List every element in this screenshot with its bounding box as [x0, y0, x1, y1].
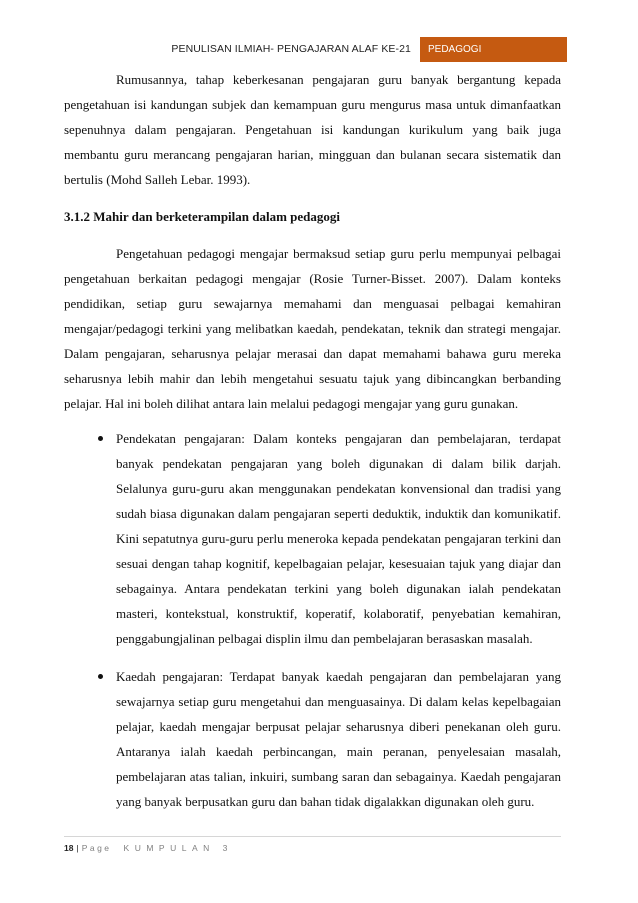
footer-divider [64, 836, 561, 837]
header-title: PENULISAN ILMIAH- PENGAJARAN ALAF KE-21 [171, 43, 411, 55]
intro-paragraph: Rumusannya, tahap keberkesanan pengajaran guru banyak bergantung kepada pengetahuan isi kandungan subjek dan kemampuan guru mengurus masa untuk dimanfaatkan sepenuhnya dalam pengajaran. Pengetahuan isi kandungan kurikulum yang baik juga membantu guru merancang pengajaran harian, mingguan dan bulanan secara sistematik dan bertulis (Mohd Salleh Lebar. 1993). [64, 72, 561, 187]
bullet-list [64, 426, 561, 814]
bullet-text: Kaedah pengajaran: Terdapat banyak kaedah pengajaran dan pembelajaran yang sewajarnya setiap guru mengetahui dan menguasainya. Di dalam kelas kepelbagaian pelajar, kaedah mengajar berpusat pelajar seharusnya diberi penekanan oleh guru. Antaranya ialah kaedah perbincangan, main peranan, penyelesaian masalah, pembelajaran atas talian, inkuiri, sumbang saran dan sebagainya. Kaedah pengajaran yang banyak berpusatkan guru dan bahan tidak digalakkan digunakan oleh guru. [116, 669, 561, 809]
page-header [64, 37, 567, 62]
page-footer [64, 843, 233, 853]
footer-separator: | [76, 843, 79, 853]
group-label: KUMPULAN 3 [123, 843, 233, 853]
header-tag: PEDAGOGI [420, 37, 567, 62]
page-label: Page [81, 843, 112, 853]
bullet-icon [98, 674, 103, 679]
bullet-icon [98, 436, 103, 441]
list-item [64, 426, 561, 651]
section-heading: 3.1.2 Mahir dan berketerampilan dalam pedagogi [64, 209, 341, 224]
page-number: 18 [64, 843, 74, 853]
bullet-text: Pendekatan pengajaran: Dalam konteks pengajaran dan pembelajaran, terdapat banyak pendekatan pengajaran yang boleh digunakan di dalam bilik darjah. Selalunya guru-guru akan menggunakan pendekatan konvensional dan tradisi yang sudah biasa digunakan dalam pengajaran seperti deduktik, induktik dan komunikatif. Kini sepatutnya guru-guru perlu meneroka kepada pendekatan pengajaran terkini dan sesuai dengan tahap kognitif, kepelbagaian pelajar, kesesuaian tajuk yang diajar dan sebagainya. Antara pendekatan terkini yang boleh digunakan ialah pendekatan masteri, kontekstual, konstruktif, koperatif, kolaboratif, penyebatian kemahiran, penggabungjalinan pelbagai displin ilmu dan pembelajaran berasaskan masalah. [116, 431, 561, 646]
list-item [64, 664, 561, 814]
section-paragraph: Pengetahuan pedagogi mengajar bermaksud setiap guru perlu mempunyai pelbagai pengetahuan berkaitan pedagogi mengajar (Rosie Turner-Bisset. 2007). Dalam konteks pendidikan, setiap guru sewajarnya memahami dan menguasai pelbagai kemahiran mengajar/pedagogi terkini yang melibatkan kaedah, pendekatan, teknik dan strategi mengajar. Dalam pengajaran, seharusnya pelajar merasai dan dapat memahami bahawa guru mereka seharusnya lebih mahir dan lebih mengetahui sesuatu tajuk yang dibincangkan berbanding pelajar. Hal ini boleh dilihat antara lain melalui pedagogi mengajar yang guru gunakan. [64, 246, 561, 411]
document-body [64, 67, 561, 827]
